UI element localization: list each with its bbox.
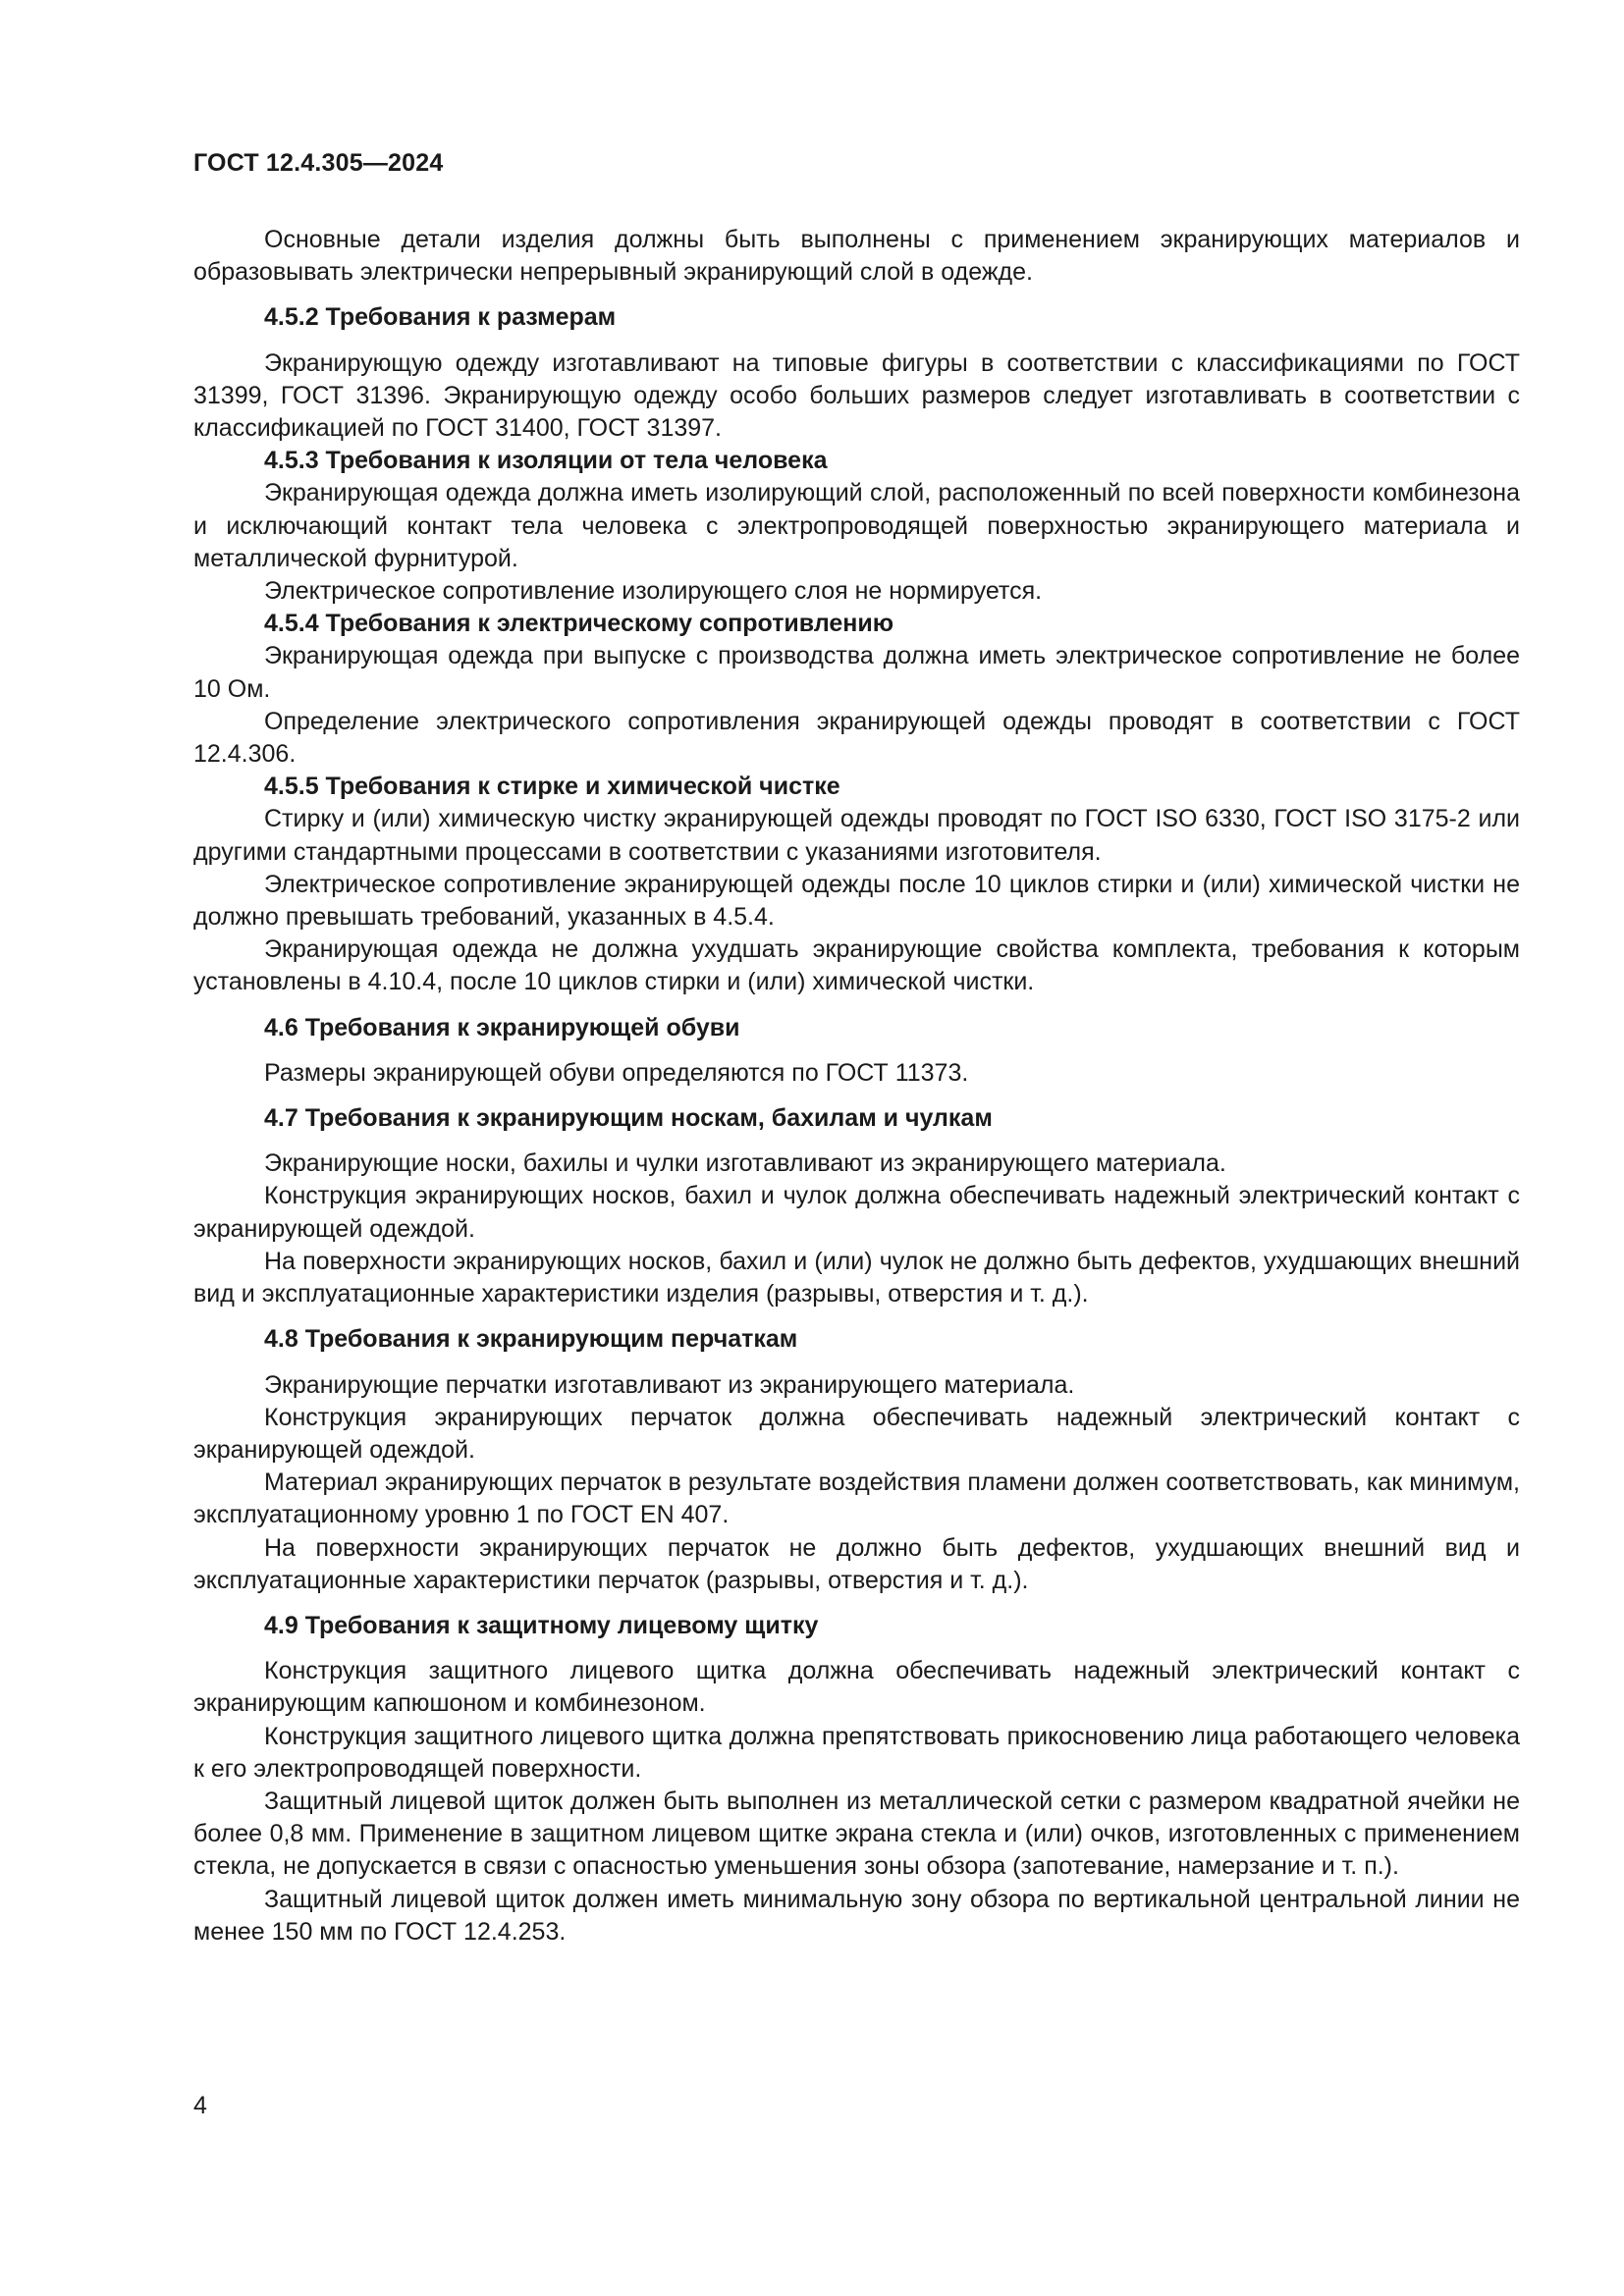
paragraph-4-5-4-2: Определение электрического сопротивления экранирующей одежды проводят в соответствии с ГОСТ 12.4.306. (193, 707, 1520, 769)
document-body (193, 224, 1520, 1949)
heading-4-8: 4.8 Требования к экранирующим перчаткам (264, 1325, 798, 1354)
paragraph-4-5-3-2: Электрическое сопротивление изолирующего слоя не нормируется. (264, 577, 1043, 606)
paragraph-4-7-3: На поверхности экранирующих носков, бахил и (или) чулок не должно быть дефектов, ухудшающих внешний вид и эксплуатационные характеристики изделия (разрывы, отверстия и т. д.). (193, 1247, 1520, 1308)
paragraph-4-8-1: Экранирующие перчатки изготавливают из экранирующего материала. (264, 1370, 1075, 1399)
paragraph-4-8-3: Материал экранирующих перчаток в результате воздействия пламени должен соответствовать, как минимум, эксплуатационному уровню 1 по ГОСТ EN 407. (193, 1468, 1520, 1529)
paragraph-4-8-2: Конструкция экранирующих перчаток должна обеспечивать надежный электрический контакт с экранирующей одеждой. (193, 1403, 1520, 1464)
heading-4-5-5: 4.5.5 Требования к стирке и химической чистке (264, 773, 840, 801)
heading-4-5-4: 4.5.4 Требования к электрическому сопротивлению (264, 610, 894, 638)
standard-header: ГОСТ 12.4.305—2024 (193, 149, 444, 177)
paragraph-intro: Основные детали изделия должны быть выполнены с применением экранирующих материалов и образовывать электрически непрерывный экранирующий слой в одежде. (193, 226, 1520, 287)
paragraph-4-7-1: Экранирующие носки, бахилы и чулки изготавливают из экранирующего материала. (264, 1149, 1226, 1178)
paragraph-4-5-3-1: Экранирующая одежда должна иметь изолирующий слой, расположенный по всей поверхности комбинезона и исключающий контакт тела человека с электропроводящей поверхностью экранирующего материала и металлической фурнитурой. (193, 479, 1520, 572)
paragraph-4-6-1: Размеры экранирующей обуви определяются по ГОСТ 11373. (264, 1058, 969, 1087)
paragraph-4-9-4: Защитный лицевой щиток должен иметь минимальную зону обзора по вертикальной центральной линии не менее 150 мм по ГОСТ 12.4.253. (193, 1885, 1520, 1946)
paragraph-4-7-2: Конструкция экранирующих носков, бахил и чулок должна обеспечивать надежный электрический контакт с экранирующей одеждой. (193, 1182, 1520, 1243)
heading-4-6: 4.6 Требования к экранирующей обуви (264, 1013, 740, 1041)
paragraph-4-5-5-3: Экранирующая одежда не должна ухудшать экранирующие свойства комплекта, требования к которым установлены в 4.10.4, после 10 циклов стирки и (или) химической чистки. (193, 935, 1520, 996)
heading-4-5-2: 4.5.2 Требования к размерам (264, 303, 617, 332)
paragraph-4-5-4-1: Экранирующая одежда при выпуске с производства должна иметь электрическое сопротивление не более 10 Ом. (193, 642, 1520, 703)
page-number: 4 (193, 2092, 207, 2119)
paragraph-4-5-5-1: Стирку и (или) химическую чистку экранирующей одежды проводят по ГОСТ ISO 6330, ГОСТ ISO 3175-2 или другими стандартными процессами в соответствии с указаниями изготовителя. (193, 805, 1520, 866)
heading-4-9: 4.9 Требования к защитному лицевому щитку (264, 1611, 819, 1639)
paragraph-4-5-5-2: Электрическое сопротивление экранирующей одежды после 10 циклов стирки и (или) химической чистки не должно превышать требований, указанных в 4.5.4. (193, 870, 1520, 932)
paragraph-4-9-1: Конструкция защитного лицевого щитка должна обеспечивать надежный электрический контакт с экранирующим капюшоном и комбинезоном. (193, 1657, 1520, 1718)
heading-4-5-3: 4.5.3 Требования к изоляции от тела человека (264, 447, 828, 475)
heading-4-7: 4.7 Требования к экранирующим носкам, бахилам и чулкам (264, 1104, 993, 1133)
paragraph-4-5-2-1: Экранирующую одежду изготавливают на типовые фигуры в соответствии с классификациями по ГОСТ 31399, ГОСТ 31396. Экранирующую одежду особо больших размеров следует изготавливать в соответствии с классификацией по ГОСТ 31400, ГОСТ 31397. (193, 348, 1520, 443)
paragraph-4-9-3: Защитный лицевой щиток должен быть выполнен из металлической сетки с размером квадратной ячейки не более 0,8 мм. Применение в защитном лицевом щитке экрана стекла и (или) очков, изготовленных с применением стекла, не допускается в связи с опасностью уменьшения зоны обзора (запотевание, намерзание и т. п.). (193, 1787, 1520, 1881)
paragraph-4-8-4: На поверхности экранирующих перчаток не должно быть дефектов, ухудшающих внешний вид и эксплуатационные характеристики перчаток (разрывы, отверстия и т. д.). (193, 1533, 1520, 1594)
paragraph-4-9-2: Конструкция защитного лицевого щитка должна препятствовать прикосновению лица работающего человека к его электропроводящей поверхности. (193, 1722, 1520, 1783)
